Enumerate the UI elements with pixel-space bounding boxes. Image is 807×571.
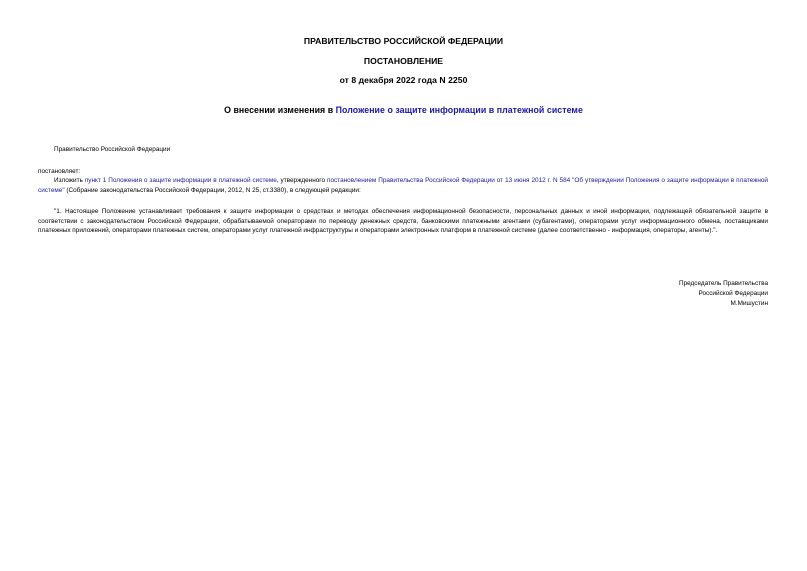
document-date-number: от 8 декабря 2022 года N 2250 [339,75,468,85]
signature-organization: Российской Федерации [698,289,768,297]
document-title [0,105,807,115]
document-title-prefix: О внесении изменения в [224,105,336,115]
paragraph-new-wording: "1. Настоящее Положение устанавливает требования к защите информации о средствах и методах обеспечения информационной безопасности, персональных данных и иной информации, подлежащей обязательной защите в соответствии с законодательством Российской Федерации, обрабатываемой операторами по переводу денежных средств, банковскими платежными агентами (субагентами), операторами услуг информационного обмена, поставщиками платежных приложений, операторами платежных систем, операторами услуг платежной инфраструктуры и операторами электронных платформ в платежной системе (далее соответственно - информация, операторы, агенты).". [38,208,768,235]
government-line: Правительство Российской Федерации [54,146,171,153]
document-type-heading: ПОСТАНОВЛЕНИЕ [363,56,444,66]
signature-position: Председатель Правительства [679,280,768,287]
clause-link[interactable]: пункт 1 Положения о защите информации в платежной системе [84,177,277,184]
paragraph-amendment [38,176,768,195]
paragraph-amendment-text-a: Изложить [54,177,85,184]
resolution-link[interactable]: постановлением Правительства Российской Федерации от 13 июня 2012 г. N 584 "Об утверждении Положения о защите информации в платежной системе" [38,177,769,194]
signature-block [679,279,768,308]
paragraph-amendment-text-b: , утвержденного [276,177,327,184]
document-title-link[interactable]: Положение о защите информации в платежной системе [335,105,583,115]
decrees-line: постановляет: [38,168,81,175]
signature-name: М.Мишустин [730,299,768,307]
paragraph-amendment-text-c: (Собрание законодательства Российской Федерации, 2012, N 25, ст.3380), в следующей редакции: [64,186,361,194]
issuer-heading: ПРАВИТЕЛЬСТВО РОССИЙСКОЙ ФЕДЕРАЦИИ [303,36,504,46]
